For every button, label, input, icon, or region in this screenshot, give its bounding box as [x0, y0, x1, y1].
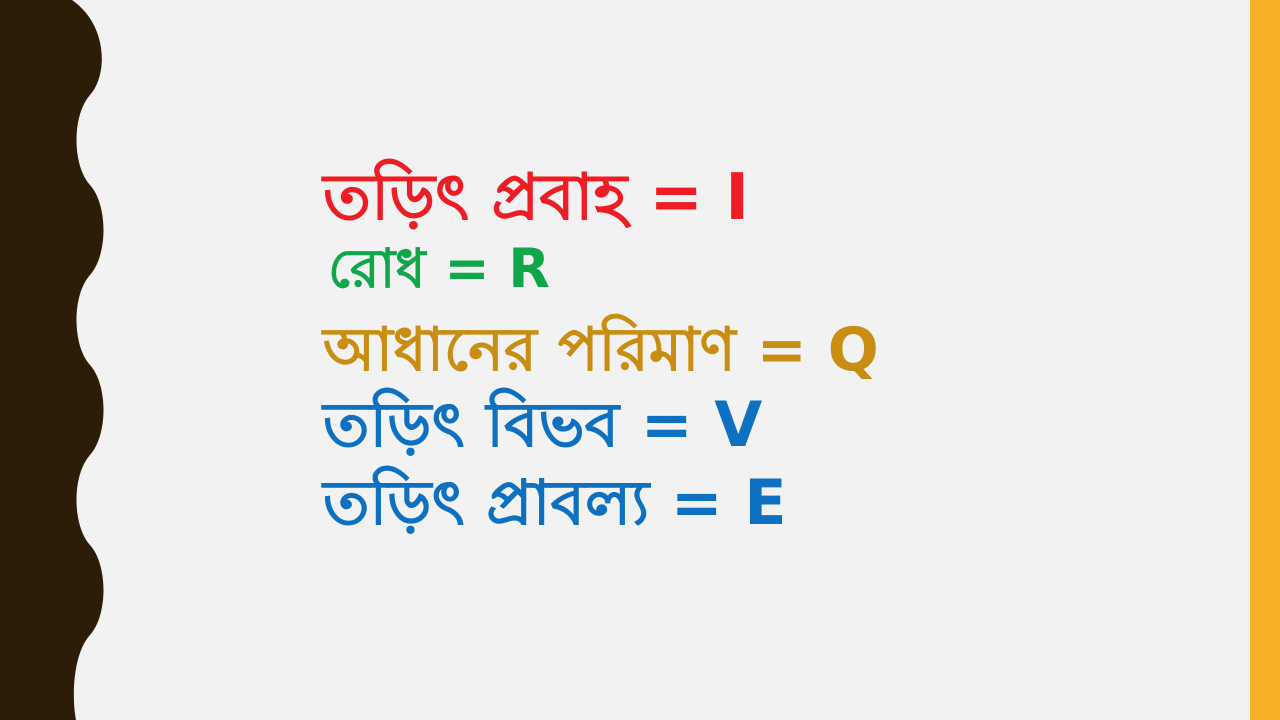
- field-intensity-line: তড়িৎ প্রাবল্য = E: [323, 466, 787, 539]
- wavy-left-border: [0, 0, 120, 720]
- right-accent-bar: [1250, 0, 1280, 720]
- formula-list: [323, 161, 1083, 550]
- resistance-line: রোধ = R: [328, 237, 550, 300]
- current-line: তড়িৎ প্রবাহ = I: [323, 161, 750, 235]
- potential-line: তড়িৎ বিভব = V: [323, 388, 763, 461]
- charge-line: আধানের পরিমাণ = Q: [323, 315, 879, 385]
- wave-shape: [0, 0, 104, 720]
